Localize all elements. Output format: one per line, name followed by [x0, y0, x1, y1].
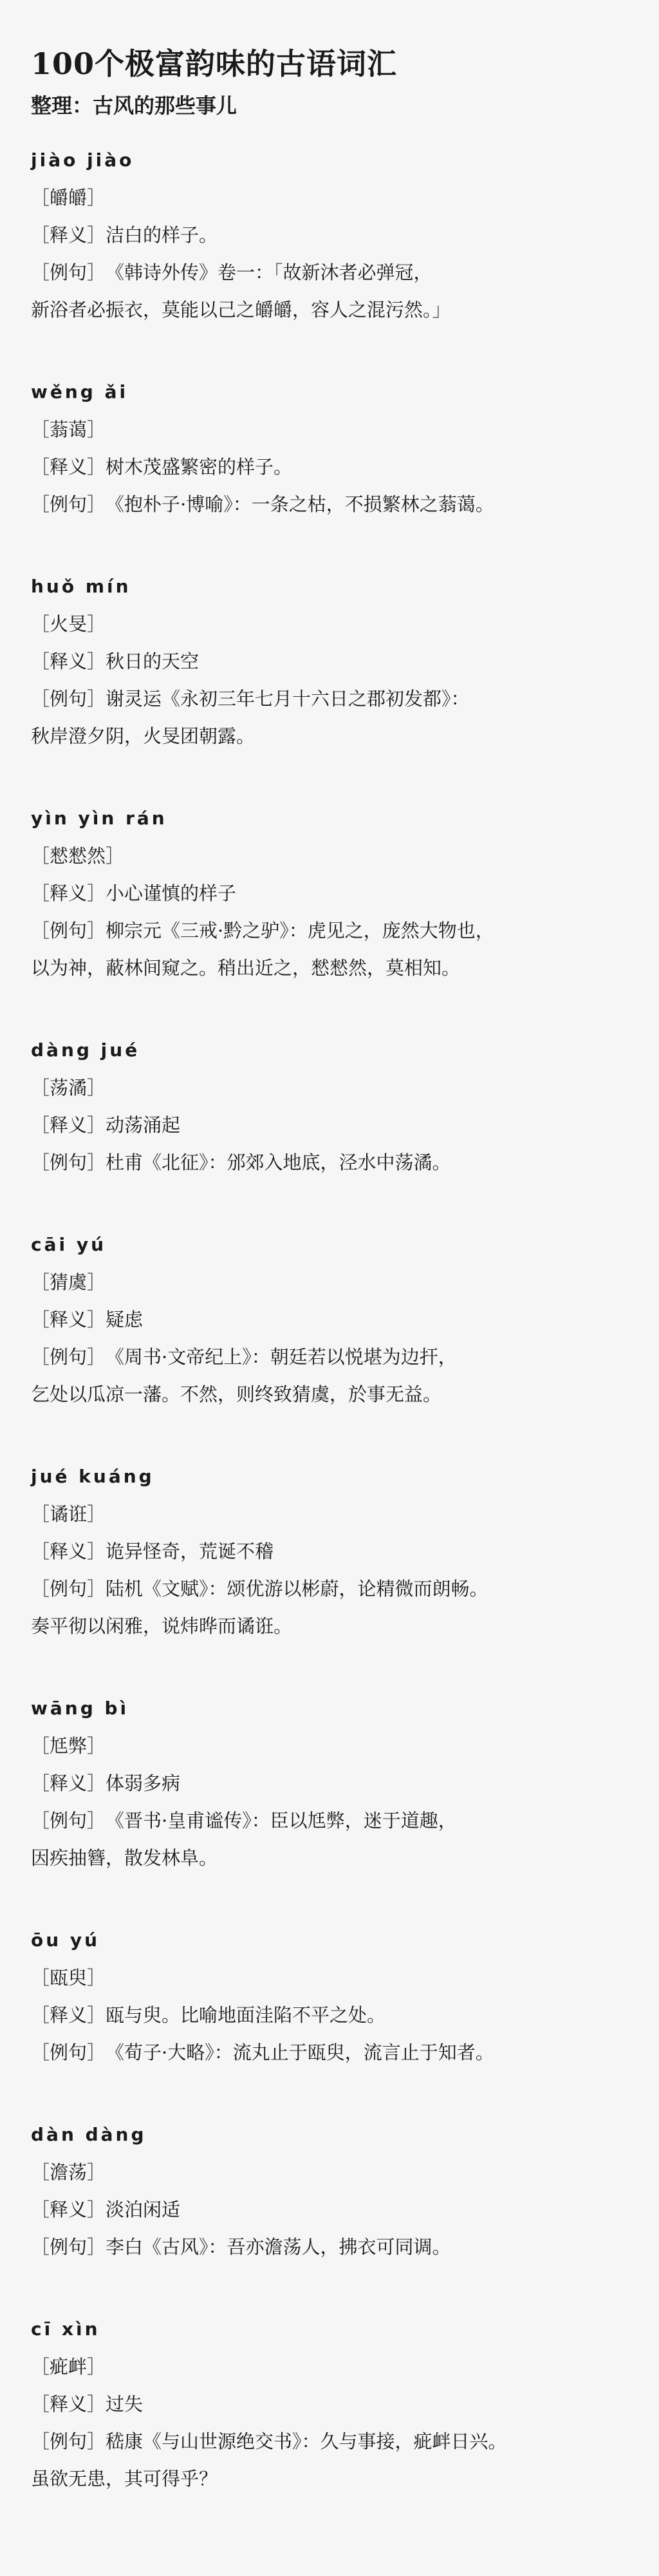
- entry-spacer: [31, 2266, 628, 2307]
- entry-word: ［憖憖然］: [31, 845, 125, 867]
- meaning-text: 诡异怪奇，荒诞不稽: [106, 1540, 274, 1562]
- entry-spacer: [31, 328, 628, 370]
- meaning-label: ［释义］: [31, 1540, 106, 1562]
- entry-example-line: [31, 2228, 628, 2266]
- entry-pinyin: dàng jué: [31, 1039, 140, 1061]
- meaning-text: 疑虑: [106, 1309, 144, 1331]
- entry-word: ［猜虞］: [31, 1271, 106, 1293]
- entry-pinyin: huǒ mín: [31, 576, 131, 597]
- vocabulary-entry: [31, 568, 628, 755]
- meaning-label: ［释义］: [31, 882, 106, 904]
- meaning-label: ［释义］: [31, 2393, 106, 2415]
- vocabulary-entry: [31, 1922, 628, 2071]
- entry-example-line: [31, 1802, 628, 1839]
- example-text: 柳宗元《三戒·黔之驴》：虎见之，庞然大物也，: [106, 920, 494, 942]
- entry-pinyin: cāi yú: [31, 1234, 107, 1255]
- page-title: 100个极富韵味的古语词汇: [31, 46, 398, 81]
- example-label: ［例句］: [31, 1151, 106, 1173]
- entry-meaning: [31, 1765, 628, 1802]
- entry-example-line: [31, 486, 628, 523]
- entry-example-line: [31, 680, 628, 717]
- entry-word: ［皭皭］: [31, 187, 106, 209]
- entry-meaning: [31, 2385, 628, 2423]
- example-text: 李白《古风》：吾亦澹荡人，拂衣可同调。: [106, 2236, 451, 2258]
- example-text: 《周书·文帝纪上》：朝廷若以悦堪为边扞，: [106, 1346, 457, 1368]
- example-label: ［例句］: [31, 2236, 106, 2258]
- entry-example-line: [31, 912, 628, 949]
- example-text: 奏平彻以闲雅，说炜晔而谲诳。: [31, 1615, 293, 1637]
- meaning-label: ［释义］: [31, 224, 106, 246]
- entry-example-line: [31, 1570, 628, 1607]
- page-subtitle: 整理：古风的那些事儿: [31, 93, 237, 118]
- meaning-label: ［释义］: [31, 1309, 106, 1331]
- meaning-label: ［释义］: [31, 2199, 106, 2221]
- entry-example-line: [31, 2423, 628, 2460]
- example-text: 《晋书·皇甫谧传》：臣以尪弊，迷于道趣，: [106, 1810, 457, 1832]
- entry-example-line: [31, 2460, 628, 2497]
- entry-word: ［瓯臾］: [31, 1967, 106, 1989]
- entry-spacer: [31, 1645, 628, 1686]
- entry-meaning: [31, 216, 628, 254]
- meaning-text: 秋日的天空: [106, 650, 200, 672]
- example-text: 因疾抽簪，散发林阜。: [31, 1847, 218, 1869]
- meaning-text: 过失: [106, 2393, 144, 2415]
- entry-example-line: [31, 949, 628, 987]
- entry-meaning: [31, 1533, 628, 1570]
- entry-word: ［谲诳］: [31, 1503, 106, 1525]
- entry-pinyin: wěng ǎi: [31, 381, 129, 402]
- entry-spacer: [31, 2071, 628, 2112]
- vocabulary-list: [31, 142, 628, 2497]
- entry-spacer: [31, 1413, 628, 1454]
- entry-spacer: [31, 987, 628, 1028]
- meaning-text: 瓯与臾。比喻地面洼陷不平之处。: [106, 2004, 386, 2026]
- entry-pinyin: dàn dàng: [31, 2124, 147, 2145]
- entry-spacer: [31, 1877, 628, 1918]
- entry-example-line: [31, 254, 628, 291]
- example-label: ［例句］: [31, 493, 106, 515]
- meaning-text: 树木茂盛繁密的样子。: [106, 456, 293, 478]
- entry-example-line: [31, 291, 628, 328]
- entry-meaning: [31, 1996, 628, 2034]
- example-text: 以为神，蔽林间窥之。稍出近之，憖憖然，莫相知。: [31, 957, 461, 979]
- entry-word: ［荡潏］: [31, 1077, 106, 1099]
- entry-meaning: [31, 1106, 628, 1144]
- example-label: ［例句］: [31, 2041, 106, 2063]
- meaning-text: 淡泊闲适: [106, 2199, 181, 2221]
- example-label: ［例句］: [31, 1810, 106, 1832]
- vocabulary-entry: [31, 1458, 628, 1645]
- entry-example-line: [31, 2034, 628, 2071]
- example-label: ［例句］: [31, 1578, 106, 1600]
- entry-pinyin: ōu yú: [31, 1929, 100, 1951]
- meaning-text: 洁白的样子。: [106, 224, 218, 246]
- entry-pinyin: jiào jiào: [31, 149, 135, 171]
- example-label: ［例句］: [31, 920, 106, 942]
- entry-meaning: [31, 1301, 628, 1338]
- entry-spacer: [31, 523, 628, 564]
- meaning-label: ［释义］: [31, 1772, 106, 1794]
- entry-example-line: [31, 1144, 628, 1181]
- example-label: ［例句］: [31, 688, 106, 710]
- example-text: 陆机《文赋》：颂优游以彬蔚，论精微而朗畅。: [106, 1578, 488, 1600]
- example-text: 秋岸澄夕阴，火旻团朝露。: [31, 725, 255, 747]
- example-text: 新浴者必振衣，莫能以己之皭皭，容人之混污然。」: [31, 299, 451, 321]
- vocabulary-entry: [31, 1690, 628, 1877]
- meaning-label: ［释义］: [31, 650, 106, 672]
- vocabulary-entry: [31, 374, 628, 523]
- entry-word: ［蓊蔼］: [31, 419, 106, 440]
- example-text: 《抱朴子·博喻》：一条之枯，不损繁林之蓊蔼。: [106, 493, 494, 515]
- entry-example-line: [31, 1839, 628, 1877]
- vocabulary-entry: [31, 1226, 628, 1413]
- meaning-text: 动荡涌起: [106, 1114, 181, 1136]
- example-text: 谢灵运《永初三年七月十六日之郡初发都》：: [106, 688, 470, 710]
- example-label: ［例句］: [31, 2430, 106, 2452]
- vocabulary-entry: [31, 2311, 628, 2497]
- entry-example-line: [31, 717, 628, 755]
- entry-word: ［火旻］: [31, 613, 106, 635]
- meaning-text: 小心谨慎的样子: [106, 882, 237, 904]
- entry-meaning: [31, 643, 628, 680]
- entry-example-line: [31, 1607, 628, 1645]
- example-label: ［例句］: [31, 1346, 106, 1368]
- meaning-text: 体弱多病: [106, 1772, 181, 1794]
- entry-word: ［澹荡］: [31, 2161, 106, 2183]
- meaning-label: ［释义］: [31, 456, 106, 478]
- entry-spacer: [31, 1181, 628, 1222]
- vocabulary-entry: [31, 1032, 628, 1181]
- vocabulary-entry: [31, 2116, 628, 2266]
- example-text: 嵇康《与山世源绝交书》：久与事接，疵衅日兴。: [106, 2430, 507, 2452]
- vocabulary-entry: [31, 800, 628, 987]
- meaning-label: ［释义］: [31, 2004, 106, 2026]
- entry-spacer: [31, 755, 628, 796]
- example-text: 《韩诗外传》卷一：「故新沐者必弹冠，: [106, 261, 432, 283]
- entry-pinyin: yìn yìn rán: [31, 808, 167, 829]
- entry-meaning: [31, 875, 628, 912]
- entry-pinyin: wāng bì: [31, 1698, 129, 1719]
- entry-word: ［尪弊］: [31, 1735, 106, 1757]
- entry-pinyin: jué kuáng: [31, 1466, 154, 1487]
- entry-word: ［疵衅］: [31, 2356, 106, 2378]
- entry-meaning: [31, 448, 628, 486]
- vocabulary-entry: [31, 142, 628, 328]
- example-text: 《荀子·大略》：流丸止于瓯臾，流言止于知者。: [106, 2041, 494, 2063]
- example-label: ［例句］: [31, 261, 106, 283]
- entry-example-line: [31, 1338, 628, 1376]
- example-text: 杜甫《北征》：邠郊入地底，泾水中荡潏。: [106, 1151, 451, 1173]
- example-text: 乞处以瓜凉一藩。不然，则终致猜虞，於事无益。: [31, 1383, 442, 1405]
- entry-pinyin: cī xìn: [31, 2318, 100, 2340]
- example-text: 虽欲无患，其可得乎？: [31, 2468, 218, 2490]
- meaning-label: ［释义］: [31, 1114, 106, 1136]
- entry-example-line: [31, 1376, 628, 1413]
- entry-meaning: [31, 2191, 628, 2228]
